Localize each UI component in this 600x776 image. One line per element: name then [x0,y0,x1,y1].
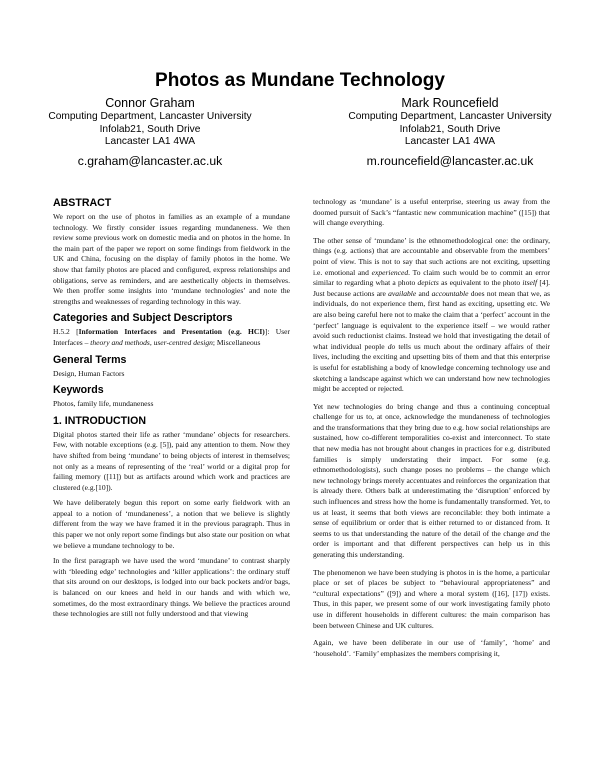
categories-rest: ]: User Interfaces – [53,327,290,347]
categories-code: H.5.2 [ [53,327,79,337]
introduction-paragraph: Digital photos started their life as rather ‘mundane’ objects for researchers. Few, with notable exceptions (e.g. [5]), paid any attention to them. Now they have shifted from being ‘mundane’ to being objects of interest in themselves; not only as a means of representing of the ‘real’ world or a digital prop for failing memory ([11]) but as artifacts around which work and practices are clustered (e.g.[10]). [53,429,290,492]
author-block-1 [0,96,300,169]
author-block-2 [300,96,600,169]
emphasis: depicts [417,278,439,288]
categories-heading: Categories and Subject Descriptors [53,312,233,325]
text-run: does not mean that we, as individuals, do not experience them, first hand as exciting, upsetting etc. We are also being careful here not to make the claim that a ‘perfect’ account in the ‘perfect’ language is equivalent to the experience itself – we would rather avoid such reductionist claims. Instead we hold that investigating the detail of what individual people [313,288,551,351]
introduction-heading: 1. INTRODUCTION [53,414,146,427]
author-address-line: Lancaster LA1 4WA [404,136,496,147]
author-address-line: Infolab21, South Drive [99,123,201,135]
author-name: Mark Rouncefield [401,96,499,110]
categories-tail: ; Miscellaneous [212,337,261,347]
emphasis: accountable [431,288,469,298]
keywords-text: Photos, family life, mundaneness [53,399,154,409]
body-paragraph [313,402,550,561]
author-affiliation: Computing Department, Lancaster University [48,111,252,122]
general-terms-text: Design, Human Factors [53,368,125,378]
text-run: tells us much about the ordinary affairs of their lives, including the exciting and upsetting bits of them and that this enterprise is useful for establishing a body of knowledge concerning technology use and sketching a landscape against which we can understand how new technologies might be accepted or rejected. [313,341,550,394]
text-run: The other sense of ‘mundane’ is the ethnomethodological one: the ordinary, things (e.g. actions) that are accountable and observable from the members’ point of view. This is not to say that such actions are not exciting, upsetting i.e. emotional and [313,235,550,277]
categories-text [53,327,290,348]
keywords-heading: Keywords [53,384,104,397]
emphasis: itself [522,278,538,288]
abstract-heading: ABSTRACT [53,197,112,209]
emphasis: experienced [371,267,409,277]
text-run: [4]. Just because actions are [313,278,550,298]
abstract-text: We report on the use of photos in families as an example of a mundane technology. We firstly consider issues regarding mundaneness. We then review some previous work on domestic media and on photos in the home. In the main part of the paper we report on some findings from fieldwork in the UK and China, focusing on the display of family photos in the home. We show that family photos are placed and configured, express relationships and obligations, serve as reminders, and are aesthetically objects in themselves. We then proffer some insights into ‘mundane technologies’ and note the strengths and weaknesses of regarding technology in this way. [53,212,290,306]
author-address-line: Lancaster LA1 4WA [104,136,196,147]
text-run: Yet new technologies do bring change and thus a continuing conceptual challenge for us to, at once, acknowledge the mundaneness of technologies and the transformations that they bring due to e.g. how social relationships are sustained, how co-different temporalities co-exist and interconnect. To state that new media has not brought about changes in practices for e.g. distributed families is simply understating their impact. For some (e.g. ethnomethodologists), such change poses no problems – the change which new technology brings merely accentuates and reinforces the organization that is already there. Others balk at underestimating the ‘disruption’ enforced by such influences and stress how the home is fundamentally transformed. Yet, to us at least, it seems that both views are reconcilable: they both intimate a sense of equilibrium or order that is either returned to or distanced from. It seems to us that understanding the nature of the detail of the change [313,401,550,538]
general-terms-heading: General Terms [53,353,127,366]
paper-title: Photos as Mundane Technology [155,70,445,91]
author-email: m.rouncefield@lancaster.ac.uk [366,153,534,168]
emphasis: do [387,341,396,351]
text-run: as equivalent to the photo [438,278,523,288]
author-affiliation: Computing Department, Lancaster University [348,111,552,122]
emphasis: and [527,528,539,538]
left-column [53,197,290,625]
text-run: the order is important and that different perspectives can help us in this generating this understanding. [313,528,550,559]
text-run: and [416,288,432,298]
introduction-paragraph: In the first paragraph we have used the word ‘mundane’ to contrast sharply with ‘bleeding edge’ technologies and ‘killer applications’: the ordinary stuff that sits around on our desktops, is lodged into our back pockets and/or bags, is balanced on our knees and held in our hands and with which we, sometimes, do the most extraordinary things. We believe the practices around these technologies are still not fully understood and that viewing [53,556,290,619]
right-column [313,197,550,666]
emphasis: available [388,288,417,298]
categories-italic: theory and methods, user-centred design [90,337,213,347]
introduction-paragraph: We have deliberately begun this report on some early fieldwork with an appeal to a notion of ‘mundaneness’, a notion that we believe is slightly different from the way we have framed it in the previous paragraph. Thus in this paper we not only report some findings but also state our position on what we believe a mundane technology to be. [53,498,290,550]
author-address-line: Infolab21, South Drive [399,123,501,135]
body-paragraph: technology as ‘mundane’ is a useful enterprise, steering us away from the doomed pursuit of Sack’s “fantastic new communication machine” ([15]) that will change everything. [313,197,550,228]
text-run: . To claim such would be to commit an error similar to regarding what a photo [313,267,550,288]
author-name: Connor Graham [105,96,195,110]
categories-bold: Information Interfaces and Presentation (e.g. HCI) [78,327,265,337]
author-email: c.graham@lancaster.ac.uk [77,153,223,168]
body-paragraph: Again, we have been deliberate in our use of ‘family’, ‘home’ and ‘household’. ‘Family’ emphasizes the members comprising it, [313,638,550,658]
body-paragraph [313,236,550,395]
body-paragraph: The phenomenon we have been studying is photos in is the home, a particular place or set of places be subject to “behavioural appropriateness” and “cultural expectations” ([9]) and where a moral system ([16], [17]) exists. Thus, in this paper, we present some of our work investigating family photo use in different households in different cultures: the main comparison has been between Chinese and UK cultures. [313,567,550,630]
